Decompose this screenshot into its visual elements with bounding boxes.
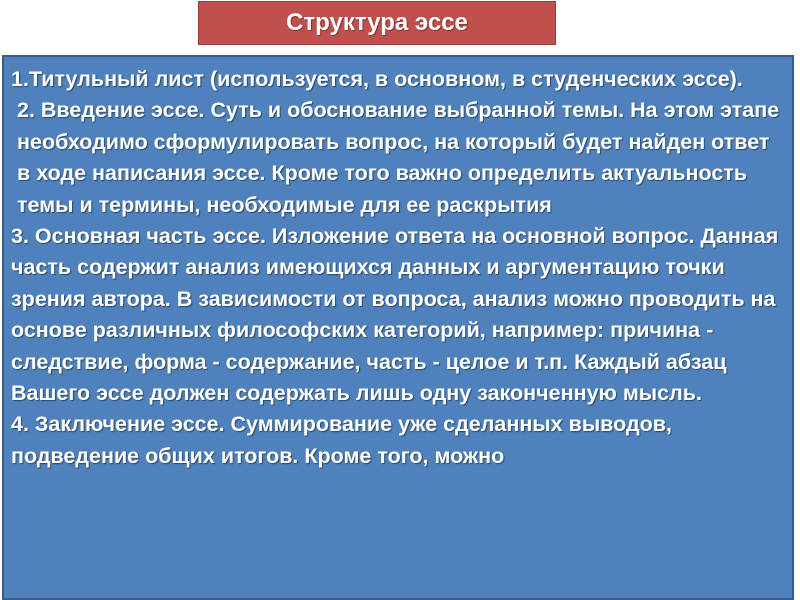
content-box	[2, 55, 794, 600]
list-item-conclusion: 4. Заключение эссе. Суммирование уже сделанных выводов, подведение общих итогов. Кроме того, можно	[11, 412, 672, 468]
slide-title: Структура эссе	[286, 9, 468, 36]
slide-title-box	[198, 1, 556, 45]
list-item-main-part: 3. Основная часть эссе. Изложение ответа на основной вопрос. Данная часть содержит анализ имеющихся данных и аргументацию точки зрения автора. В зависимости от вопроса, анализ можно проводить на основе различных философских категорий, например: причина - следствие, форма - содержание, часть - целое и т.п. Каждый абзац Вашего эссе должен содержать лишь одну законченную мысль.	[11, 224, 779, 406]
list-item-title-page: 1.Титульный лист (используется, в основном, в студенческих эссе).	[11, 67, 743, 91]
list-item-introduction: 2. Введение эссе. Суть и обоснование выбранной темы. На этом этапе необходимо сформулировать вопрос, на который будет найден ответ в ходе написания эссе. Кроме того важно определить актуальность темы и термины, необходимые для ее раскрытия	[17, 98, 780, 217]
